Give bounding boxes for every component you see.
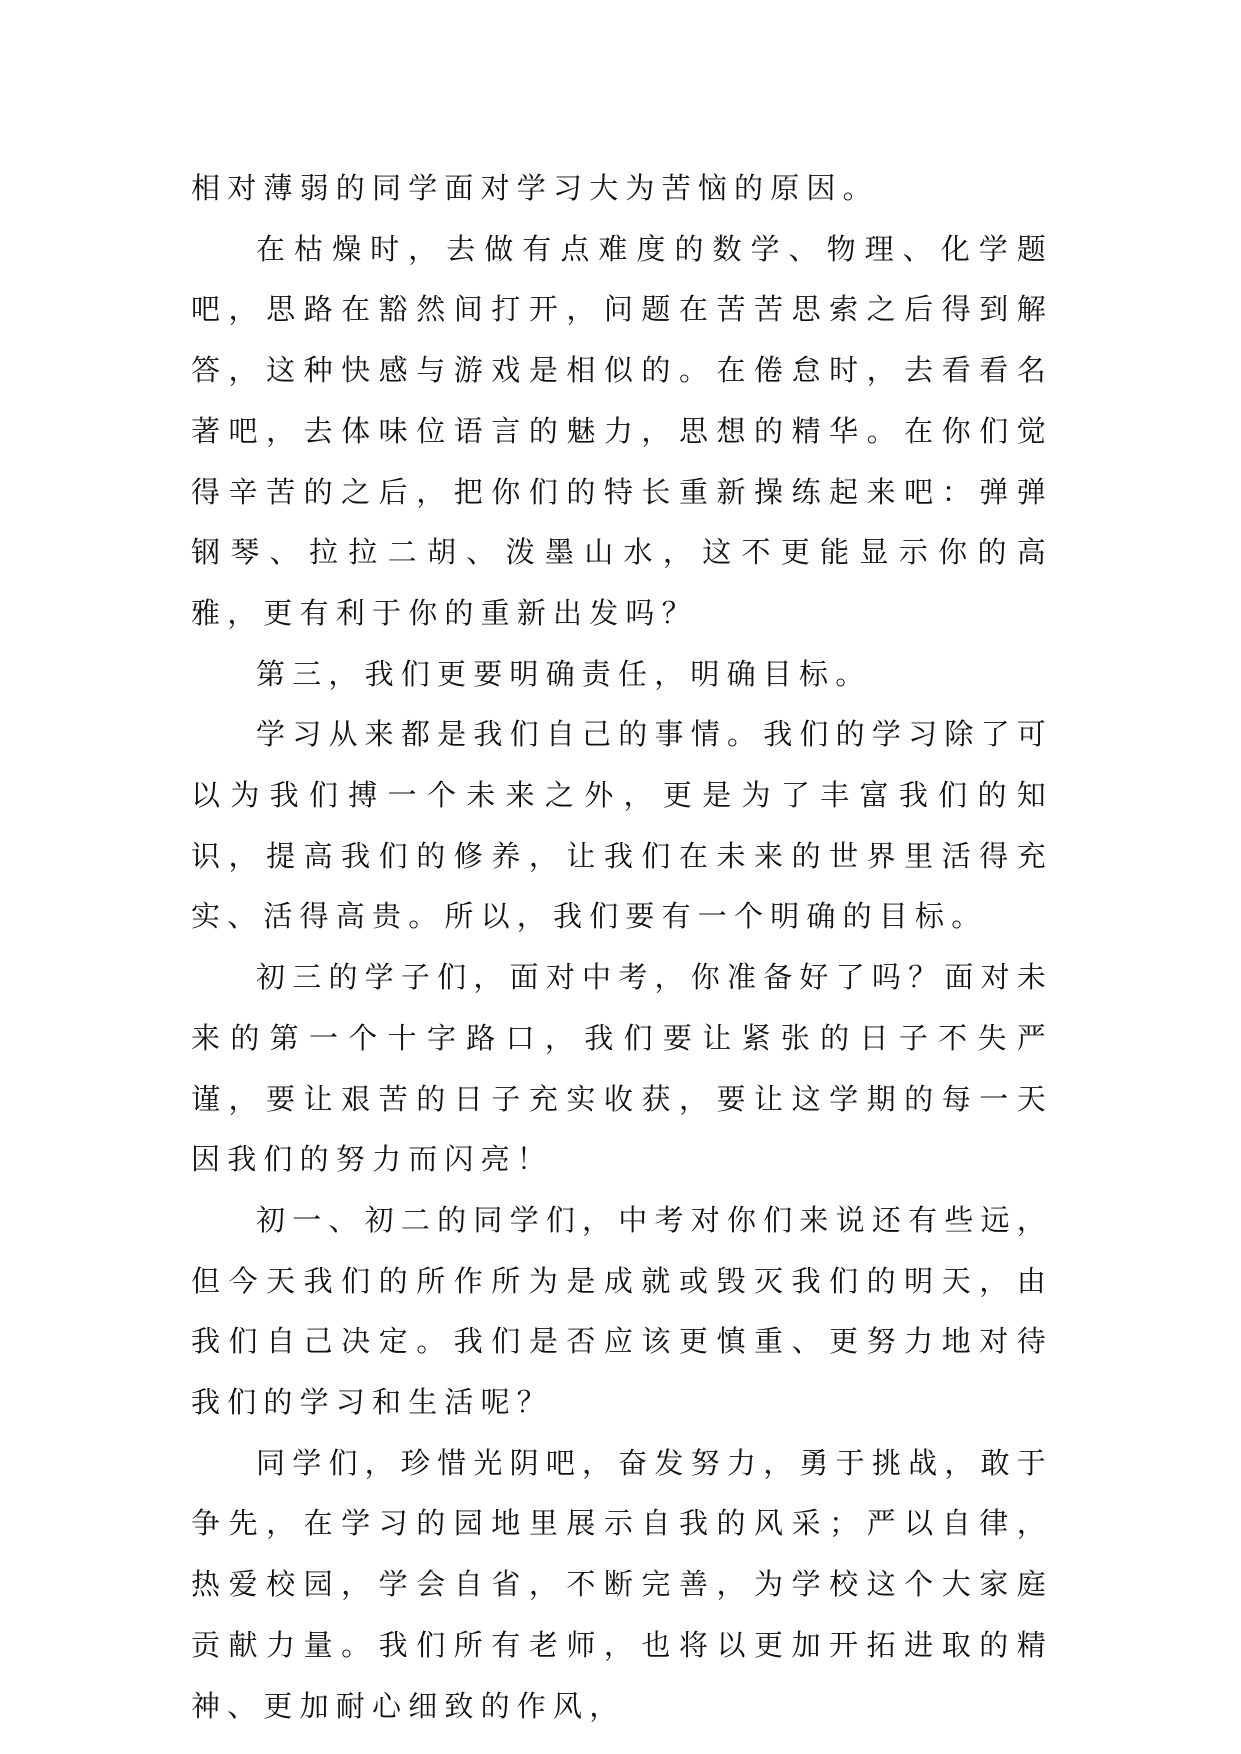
- paragraph: 学习从来都是我们自己的事情。我们的学习除了可以为我们搏一个未来之外，更是为了丰富我们的知识，提高我们的修养，让我们在未来的世界里活得充实、活得高贵。所以，我们要有一个明确的目标。: [191, 717, 1053, 934]
- paragraph: 初一、初二的同学们，中考对你们来说还有些远，但今天我们的所作所为是成就或毁灭我们的明天，由我们自己决定。我们是否应该更慎重、更努力地对待我们的学习和生活呢？: [191, 1202, 1053, 1420]
- document-body: [191, 158, 1053, 1736]
- paragraph: 第三，我们更要明确责任，明确目标。: [256, 656, 872, 691]
- paragraph: 同学们，珍惜光阴吧，奋发努力，勇于挑战，敢于争先，在学习的园地里展示自我的风采；严以自律，热爱校园，学会自省，不断完善，为学校这个大家庭贡献力量。我们所有老师，也将以更加开拓进取的精神、更加耐心细致的作风，: [191, 1445, 1053, 1723]
- paragraph: 在枯燥时，去做有点难度的数学、物理、化学题吧，思路在豁然间打开，问题在苦苦思索之后得到解答，这种快感与游戏是相似的。在倦怠时，去看看名著吧，去体味位语言的魅力，思想的精华。在你们觉得辛苦的之后，把你们的特长重新操练起来吧：弹弹钢琴、拉拉二胡、泼墨山水，这不更能显示你的高雅，更有利于你的重新出发吗？: [191, 231, 1053, 630]
- paragraph: 相对薄弱的同学面对学习大为苦恼的原因。: [191, 171, 879, 205]
- paragraph: 初三的学子们，面对中考，你准备好了吗？面对未来的第一个十字路口，我们要让紧张的日子不失严谨，要让艰苦的日子充实收获，要让这学期的每一天因我们的努力而闪亮！: [191, 960, 1053, 1177]
